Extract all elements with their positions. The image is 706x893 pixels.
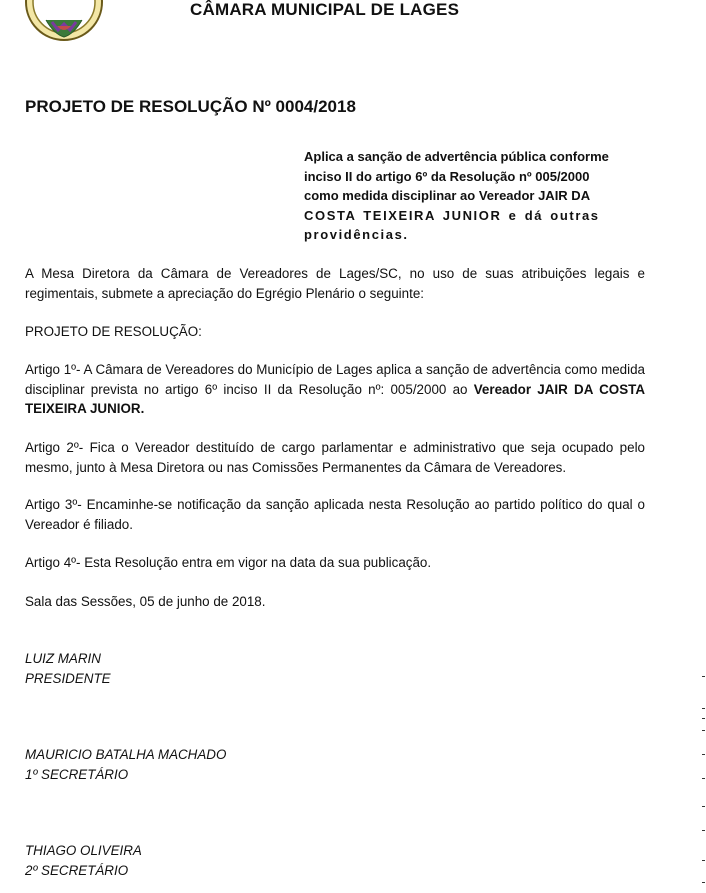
summary-line: Aplica a sanção de advertência pública conforme: [304, 149, 609, 164]
signature-block: [25, 841, 142, 880]
signatory-role: 1º SECRETÁRIO: [25, 766, 129, 782]
article-4: Artigo 4º- Esta Resolução entra em vigor na data da sua publicação.: [25, 555, 432, 570]
signatory-role: 2º SECRETÁRIO: [25, 862, 129, 878]
signatory-name: LUIZ MARIN: [25, 651, 101, 666]
signature-block: [25, 745, 226, 784]
summary-line: COSTA TEIXEIRA JUNIOR e dá outras: [304, 207, 600, 223]
scan-edge-marks: [700, 670, 706, 893]
institution-name: CÂMARA MUNICIPAL DE LAGES: [190, 0, 460, 19]
document-summary: [304, 147, 645, 245]
article-3: Artigo 3º- Encaminhe-se notificação da sanção aplicada nesta Resolução ao partido político do qual o Vereador é filiado.: [25, 497, 645, 532]
section-heading: PROJETO DE RESOLUÇÃO:: [25, 324, 202, 339]
article-1-bold: Vereador JAIR DA COSTA TEIXEIRA JUNIOR.: [25, 381, 646, 416]
summary-line: inciso II do artigo 6º da Resolução nº 005/2000: [304, 168, 590, 184]
date-line: Sala das Sessões, 05 de junho de 2018.: [25, 594, 266, 609]
document-title: PROJETO DE RESOLUÇÃO Nº 0004/2018: [25, 97, 356, 116]
municipal-seal-icon: [24, 0, 104, 42]
summary-line: como medida disciplinar ao Vereador JAIR DA: [304, 188, 591, 203]
signatory-name: MAURICIO BATALHA MACHADO: [25, 747, 227, 762]
intro-paragraph: A Mesa Diretora da Câmara de Vereadores de Lages/SC, no uso de suas atribuições legais e regimentais, submete a apreciação do Egrégio Plenário o seguinte:: [25, 266, 645, 301]
signatory-role: PRESIDENTE: [25, 670, 111, 686]
summary-line: providências.: [304, 227, 409, 242]
article-2: Artigo 2º- Fica o Vereador destituído de cargo parlamentar e administrativo que seja ocupado pelo mesmo, junto à Mesa Diretora ou nas Comissões Permanentes da Câmara de Vereadores.: [25, 440, 645, 475]
signature-block: [25, 649, 111, 688]
article-1-text: Artigo 1º- A Câmara de Vereadores do Município de Lages aplica a sanção de advertência como medida disciplinar prevista no artigo 6º inciso II da Resolução nº: 005/2000 ao: [25, 362, 645, 397]
article-1: [25, 360, 645, 419]
signatory-name: THIAGO OLIVEIRA: [25, 843, 142, 858]
